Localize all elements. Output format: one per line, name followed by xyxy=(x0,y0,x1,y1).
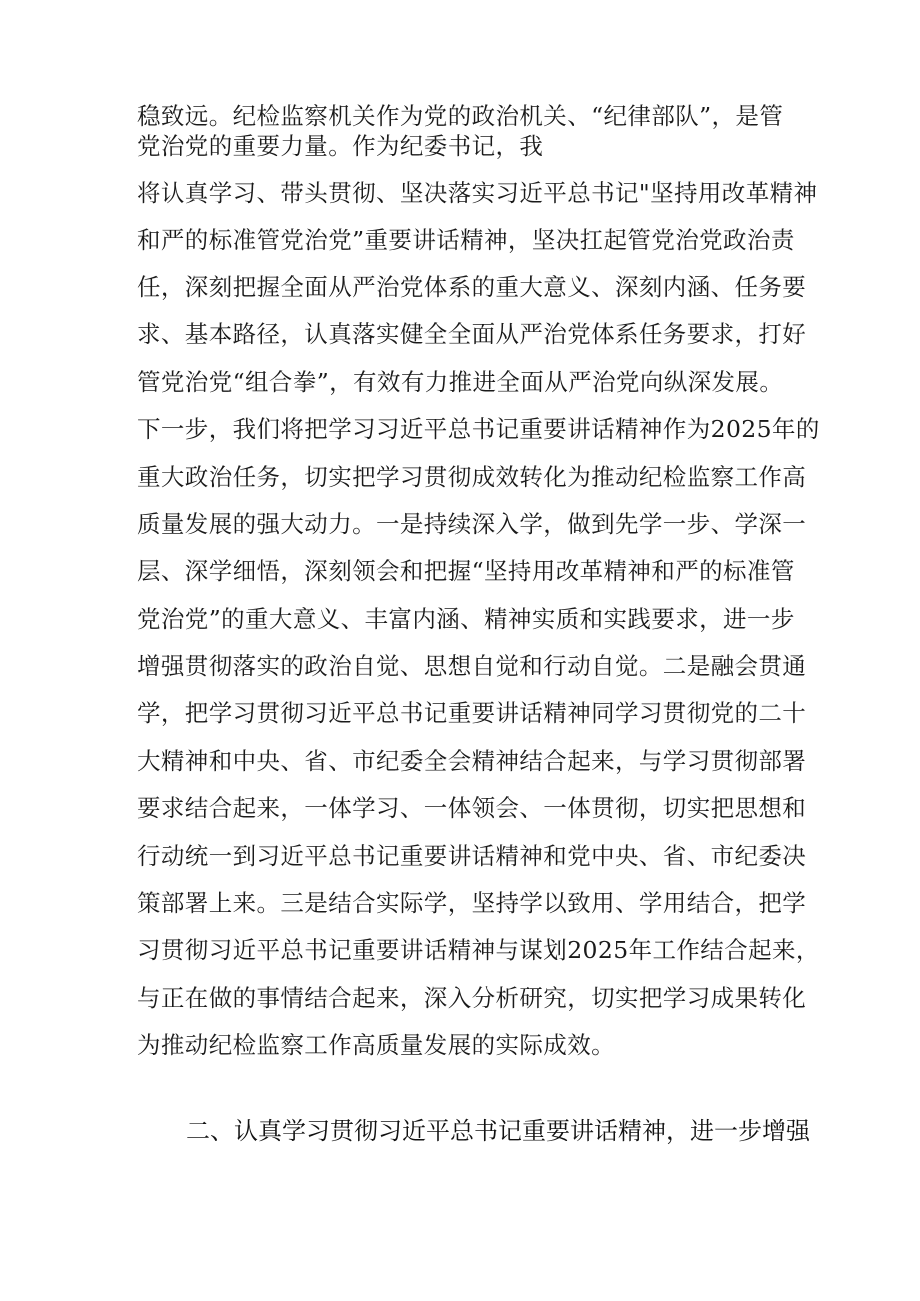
body-text-line: 行动统一到习近平总书记重要讲话精神和党中央、省、市纪委决 xyxy=(137,842,807,870)
body-text-line: 为推动纪检监察工作高质量发展的实际成效。 xyxy=(137,1031,615,1059)
body-text-line: 重大政治任务，切实把学习贯彻成效转化为推动纪检监察工作高 xyxy=(137,463,807,491)
body-text-line: 质量发展的强大动力。一是持续深入学，做到先学一步、学深一 xyxy=(137,510,807,538)
body-text-line: 稳致远。纪检监察机关作为党的政治机关、“纪律部队”，是管 xyxy=(137,102,784,130)
body-text-line: 任，深刻把握全面从严治党体系的重大意义、深刻内涵、任务要 xyxy=(137,273,807,301)
body-text-line: 管党治党“组合拳”，有效有力推进全面从严治党向纵深发展。 xyxy=(137,368,784,396)
body-text-line: 增强贯彻落实的政治自觉、思想自觉和行动自觉。二是融会贯通 xyxy=(137,652,807,680)
body-text-line: 党治党”的重大意义、丰富内涵、精神实质和实践要求，进一步 xyxy=(137,605,795,633)
section-heading: 二、认真学习贯彻习近平总书记重要讲话精神，进一步增强 xyxy=(186,1117,810,1145)
body-text-line: 下一步，我们将把学习习近平总书记重要讲话精神作为2025年的 xyxy=(137,415,820,443)
body-text-line: 要求结合起来，一体学习、一体领会、一体贯彻，切实把思想和 xyxy=(137,794,807,822)
body-text-line: 学，把学习贯彻习近平总书记重要讲话精神同学习贯彻党的二十 xyxy=(137,699,807,727)
body-text-line: 党治党的重要力量。作为纪委书记，我 xyxy=(137,132,544,160)
body-text-line: 大精神和中央、省、市纪委全会精神结合起来，与学习贯彻部署 xyxy=(137,747,807,775)
body-text-line: 层、深学细悟，深刻领会和把握“坚持用改革精神和严的标准管 xyxy=(137,557,795,585)
body-text-line: 和严的标准管党治党”重要讲话精神，坚决扛起管党治党政治责 xyxy=(137,226,795,254)
body-text-line: 求、基本路径，认真落实健全全面从严治党体系任务要求，打好 xyxy=(137,320,807,348)
body-text-line: 与正在做的事情结合起来，深入分析研究，切实把学习成果转化 xyxy=(137,984,807,1012)
body-text-line: 习贯彻习近平总书记重要讲话精神与谋划2025年工作结合起来， xyxy=(137,936,820,964)
body-text-line: 策部署上来。三是结合实际学，坚持学以致用、学用结合，把学 xyxy=(137,889,807,917)
body-text-line: 将认真学习、带头贯彻、坚决落实习近平总书记"坚持用改革精神 xyxy=(137,179,818,207)
